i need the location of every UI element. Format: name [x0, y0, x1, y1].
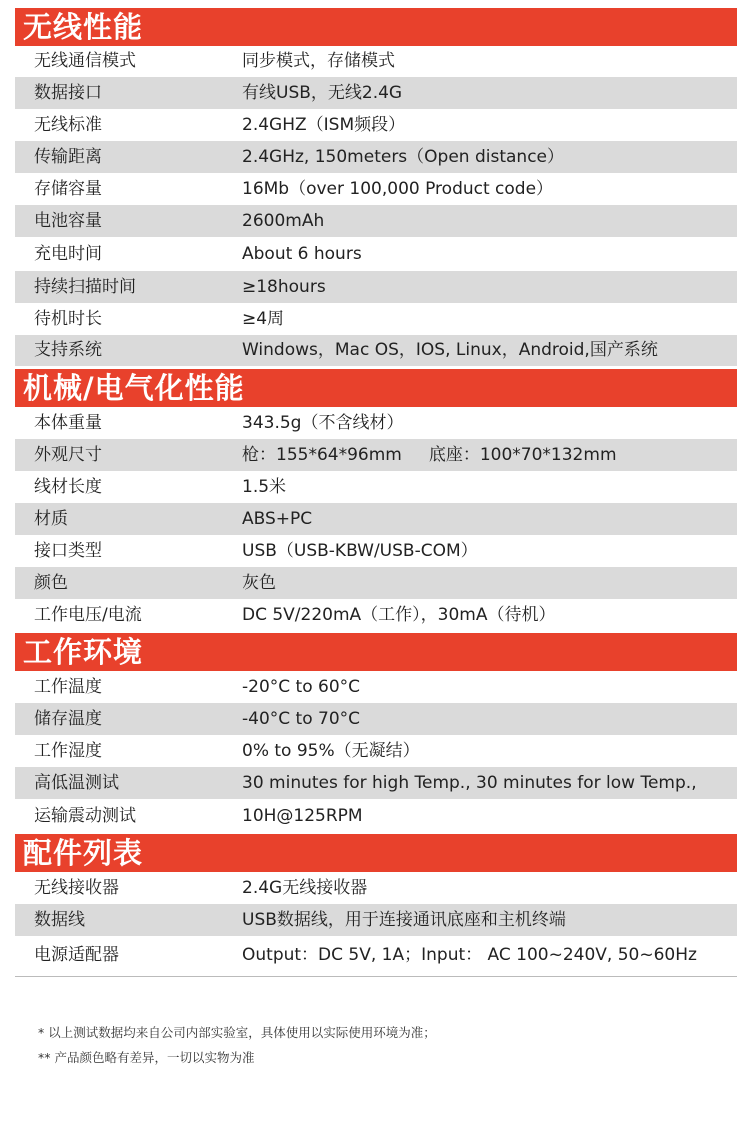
- spec-row: [15, 335, 737, 366]
- spec-label: 颜色: [34, 573, 68, 593]
- spec-value: -40°C to 70°C: [242, 709, 361, 729]
- section-wireless: [15, 8, 737, 366]
- spec-row: [15, 407, 737, 439]
- spec-value: ≥18hours: [242, 277, 326, 297]
- spec-value: 343.5g（不含线材）: [242, 413, 404, 433]
- footnotes: [38, 1020, 436, 1070]
- spec-row: [15, 439, 737, 471]
- spec-label: 无线通信模式: [34, 51, 136, 71]
- spec-value: 2600mAh: [242, 211, 325, 231]
- spec-value: 2.4GHz, 150meters（Open distance）: [242, 147, 565, 167]
- spec-label: 高低温测试: [34, 773, 119, 793]
- section-mechanical-electrical: [15, 369, 737, 631]
- spec-label: 支持系统: [34, 340, 102, 360]
- spec-row: [15, 671, 737, 703]
- section-accessories: [15, 834, 737, 977]
- footnote: ** 产品颜色略有差异，一切以实物为准: [38, 1050, 255, 1065]
- spec-sheet: [15, 8, 737, 977]
- spec-value: Output：DC 5V, 1A；Input： AC 100~240V, 50~60Hz: [242, 945, 697, 965]
- spec-value: 2.4GHZ（ISM频段）: [242, 115, 406, 135]
- section-title: 配件列表: [15, 834, 737, 872]
- spec-label: 外观尺寸: [34, 445, 102, 465]
- spec-label: 接口类型: [34, 541, 102, 561]
- spec-value: 有线USB，无线2.4G: [242, 83, 403, 103]
- spec-value: DC 5V/220mA（工作），30mA（待机）: [242, 605, 556, 625]
- spec-label: 充电时间: [34, 244, 102, 264]
- spec-row: [15, 471, 737, 503]
- section-title: 工作环境: [15, 633, 737, 671]
- spec-row: [15, 936, 737, 974]
- spec-label: 电源适配器: [34, 945, 119, 965]
- spec-row: [15, 46, 737, 77]
- spec-label: 储存温度: [34, 709, 102, 729]
- spec-row: [15, 109, 737, 141]
- spec-row: [15, 303, 737, 335]
- section-title: 无线性能: [15, 8, 737, 46]
- spec-row: [15, 567, 737, 599]
- spec-label: 数据接口: [34, 83, 102, 103]
- spec-value: 枪：155*64*96mm 底座：100*70*132mm: [242, 445, 617, 465]
- spec-value: ABS+PC: [242, 509, 313, 529]
- spec-label: 运输震动测试: [34, 806, 136, 826]
- spec-label: 工作温度: [34, 677, 102, 697]
- spec-row: [15, 735, 737, 767]
- spec-value: 同步模式，存储模式: [242, 51, 395, 71]
- spec-value: About 6 hours: [242, 244, 362, 264]
- spec-label: 本体重量: [34, 413, 102, 433]
- spec-value: 1.5米: [242, 477, 287, 497]
- spec-label: 传输距离: [34, 147, 102, 167]
- spec-row: [15, 872, 737, 904]
- spec-row: [15, 205, 737, 237]
- spec-label: 无线标准: [34, 115, 102, 135]
- spec-label: 电池容量: [34, 211, 102, 231]
- spec-row: [15, 237, 737, 271]
- spec-label: 工作湿度: [34, 741, 102, 761]
- spec-row: [15, 535, 737, 567]
- spec-row: [15, 173, 737, 205]
- spec-value: 10H@125RPM: [242, 806, 363, 826]
- spec-label: 持续扫描时间: [34, 277, 136, 297]
- spec-row: [15, 77, 737, 109]
- spec-value: USB（USB-KBW/USB-COM）: [242, 541, 478, 561]
- spec-row: [15, 904, 737, 936]
- section-title: 机械/电气化性能: [15, 369, 737, 407]
- section-environment: [15, 633, 737, 834]
- spec-label: 线材长度: [34, 477, 102, 497]
- spec-value: USB数据线，用于连接通讯底座和主机终端: [242, 910, 566, 930]
- spec-label: 材质: [34, 509, 68, 529]
- spec-row: [15, 141, 737, 173]
- spec-label: 工作电压/电流: [34, 605, 142, 625]
- spec-row: [15, 799, 737, 834]
- spec-value: 30 minutes for high Temp., 30 minutes for low Temp.,: [242, 773, 697, 793]
- spec-value: 2.4G无线接收器: [242, 878, 368, 898]
- spec-value: ≥4周: [242, 309, 285, 329]
- spec-label: 无线接收器: [34, 878, 119, 898]
- spec-label: 存储容量: [34, 179, 102, 199]
- spec-row: [15, 703, 737, 735]
- table-bottom-divider: [15, 976, 737, 977]
- spec-row: [15, 271, 737, 303]
- spec-row: [15, 503, 737, 535]
- spec-label: 待机时长: [34, 309, 102, 329]
- spec-row: [15, 599, 737, 631]
- spec-row: [15, 767, 737, 799]
- spec-value: Windows，Mac OS，IOS, Linux，Android,国产系统: [242, 340, 658, 360]
- spec-value: 灰色: [242, 573, 276, 593]
- spec-value: 16Mb（over 100,000 Product code）: [242, 179, 554, 199]
- footnote: * 以上测试数据均来自公司内部实验室，具体使用以实际使用环境为准；: [38, 1025, 436, 1040]
- spec-value: 0% to 95%（无凝结）: [242, 741, 420, 761]
- spec-label: 数据线: [34, 910, 85, 930]
- spec-value: -20°C to 60°C: [242, 677, 361, 697]
